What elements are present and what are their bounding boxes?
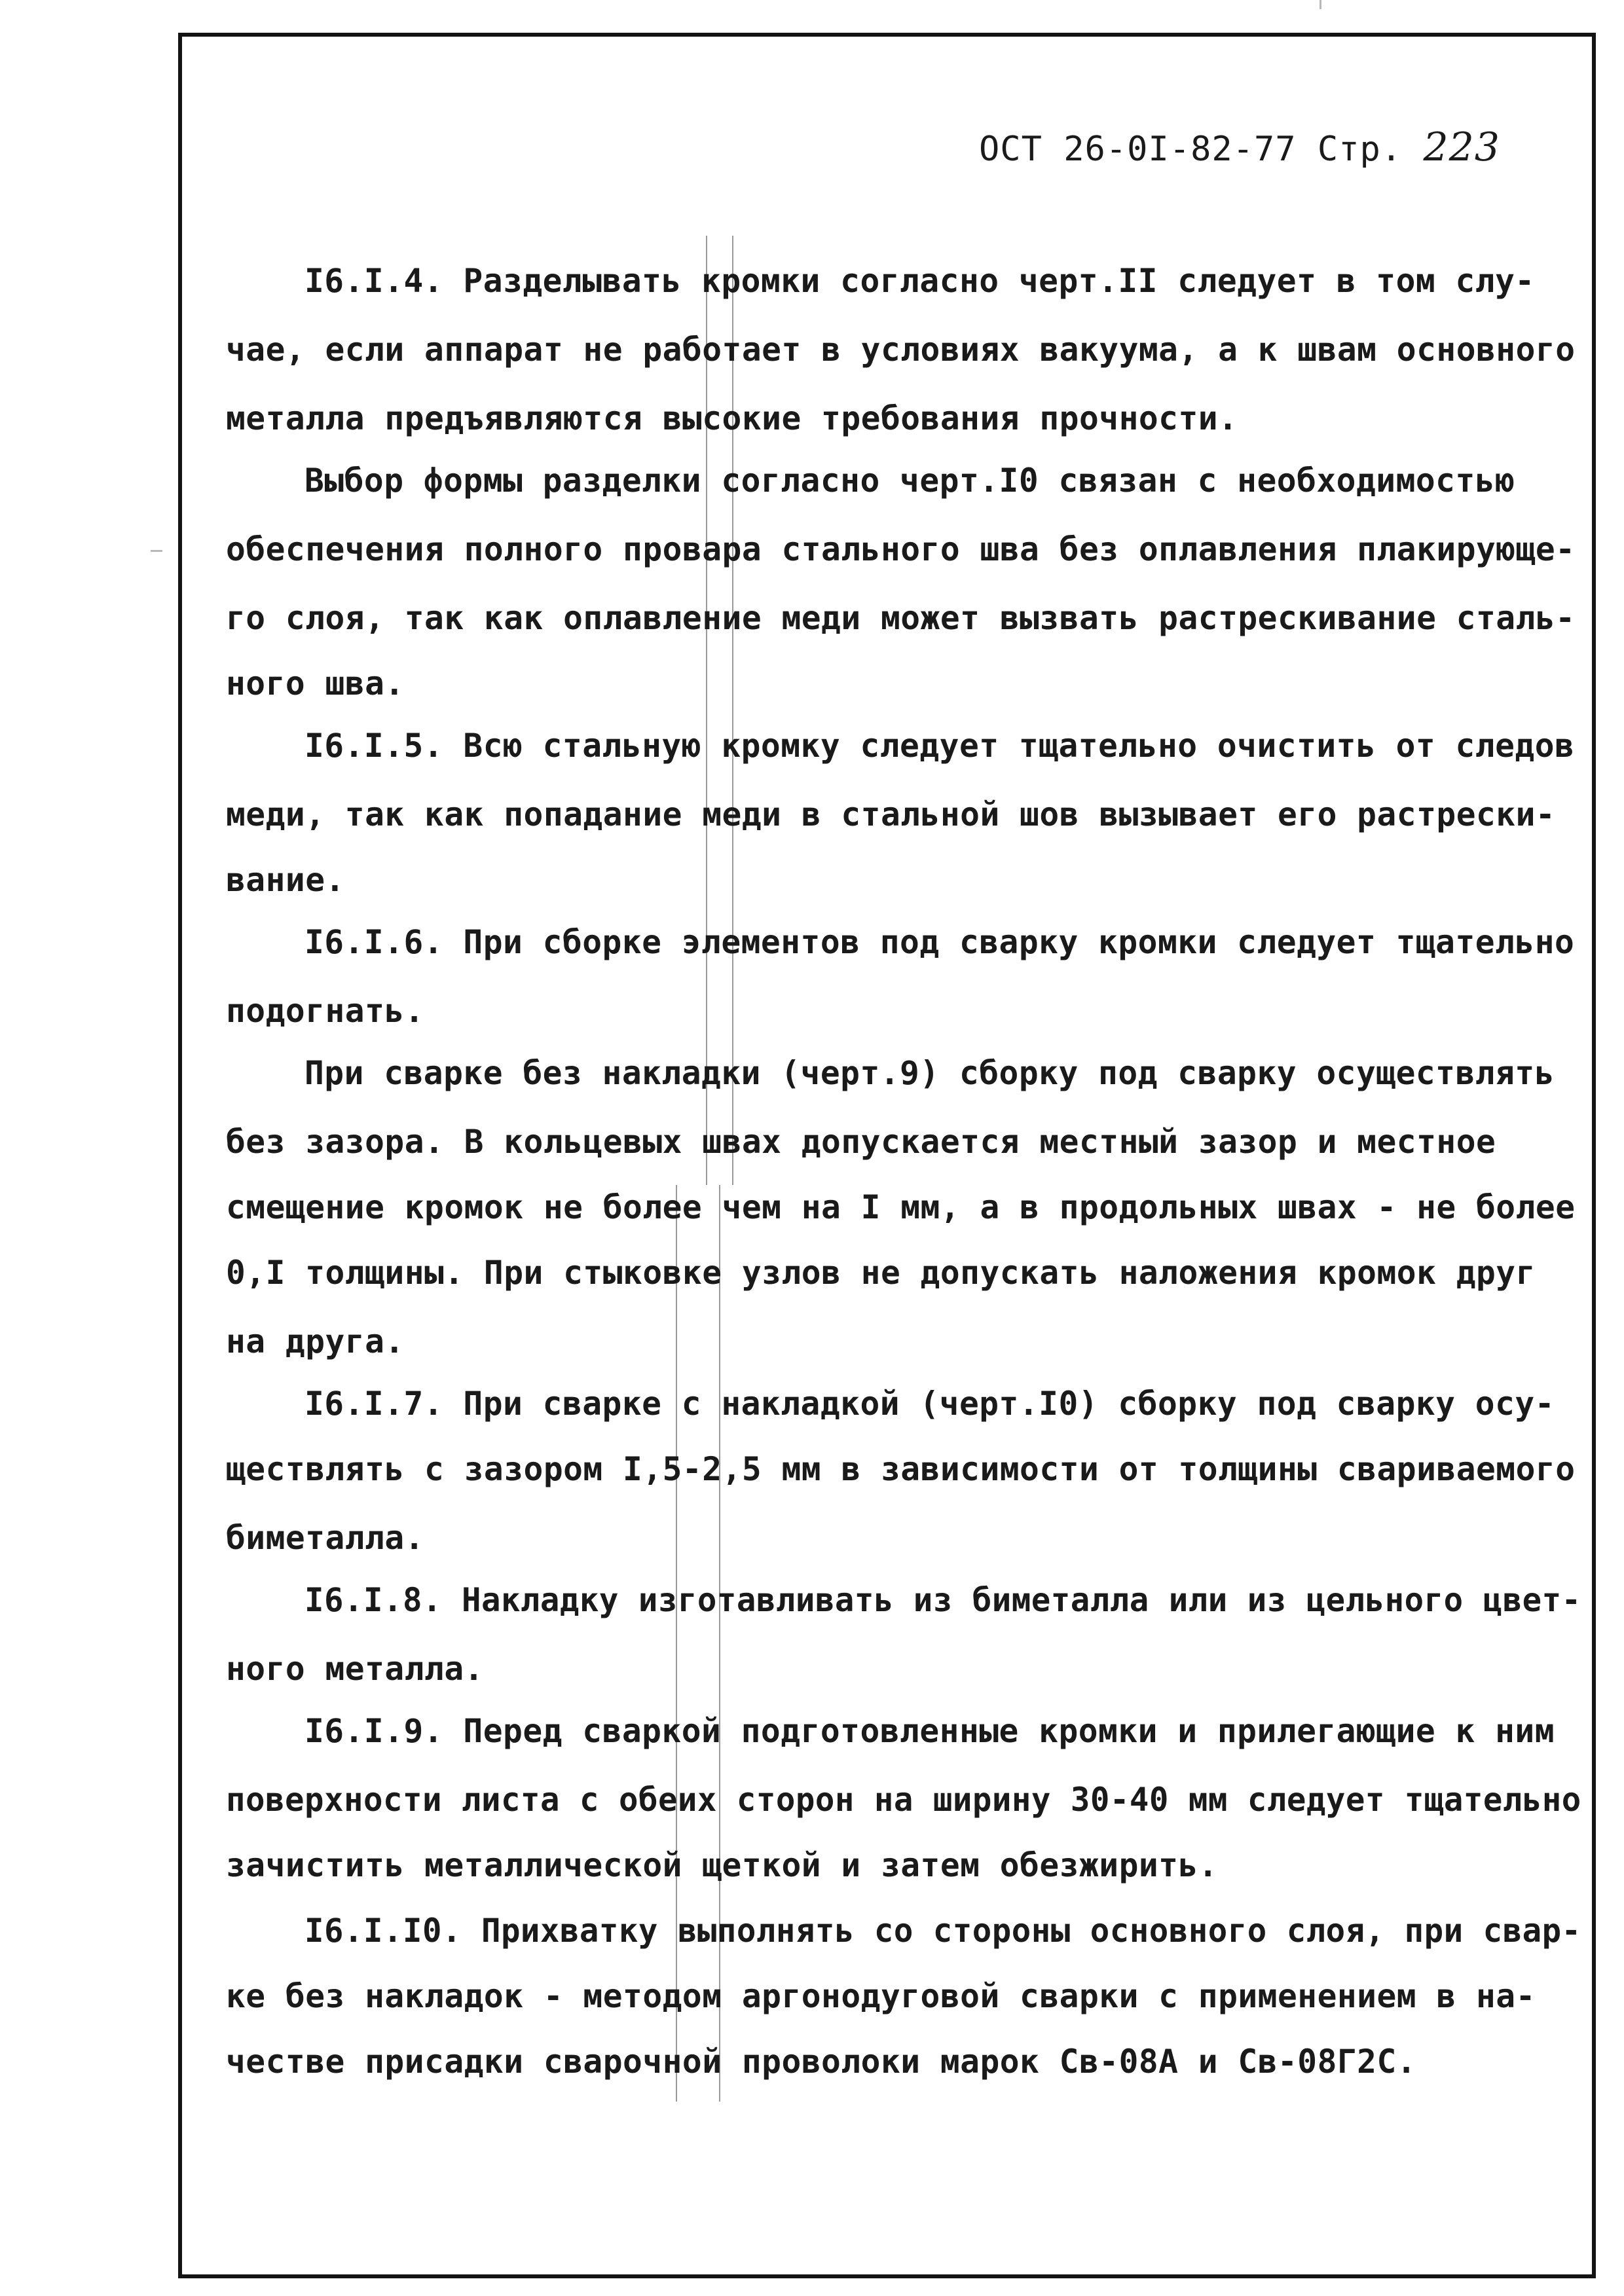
text-line: меди, так как попадание меди в стальной шов вызывает его растрески- <box>226 795 1556 833</box>
text-line: ке без накладок - методом аргонодуговой сварки с применением в на- <box>226 1977 1536 2015</box>
document-header <box>979 124 1500 170</box>
text-line: I6.I.5. Всю стальную кромку следует тщательно очистить от следов <box>304 727 1575 765</box>
text-line: ного металла. <box>226 1650 484 1688</box>
text-line: I6.I.7. При сварке с накладкой (черт.I0) сборку под сварку осу- <box>304 1385 1555 1423</box>
document-code: ОСТ 26-0I-82-77 Стр. <box>979 130 1403 169</box>
text-line: без зазора. В кольцевых швах допускается местный зазор и местное <box>226 1123 1496 1161</box>
fold-line-2 <box>732 236 733 1185</box>
text-line: ного шва. <box>226 665 405 702</box>
scan-artifact-top <box>1320 0 1321 9</box>
text-line: зачистить металлической щеткой и затем обезжирить. <box>226 1846 1219 1884</box>
fold-line-3 <box>676 1185 677 2102</box>
text-line: I6.I.8. Накладку изготавливать из биметалла или из цельного цвет- <box>304 1581 1581 1619</box>
text-line: Выбор формы разделки согласно черт.I0 связан с необходимостью <box>304 462 1515 500</box>
text-line: металла предъявляются высокие требования прочности. <box>226 399 1238 437</box>
text-line: I6.I.4. Разделывать кромки согласно черт.II следует в том слу- <box>304 262 1535 300</box>
text-line: I6.I.I0. Прихватку выполнять со стороны основного слоя, при свар- <box>304 1912 1581 1950</box>
text-line: чае, если аппарат не работает в условиях вакуума, а к швам основного <box>226 331 1576 369</box>
text-line: I6.I.9. Перед сваркой подготовленные кромки и прилегающие к ним <box>304 1712 1555 1750</box>
text-line: поверхности листа с обеих сторон на ширину 30-40 мм следует тщательно <box>226 1781 1581 1819</box>
text-line: При сварке без накладки (черт.9) сборку под сварку осуществлять <box>304 1054 1555 1092</box>
page-number: 223 <box>1423 124 1500 170</box>
text-line: биметалла. <box>226 1519 425 1557</box>
text-line: на друга. <box>226 1322 405 1360</box>
fold-line-4 <box>719 1185 720 2102</box>
fold-line-1 <box>706 236 707 1185</box>
text-line: смещение кромок не более чем на I мм, а в продольных швах - не более <box>226 1188 1576 1226</box>
text-line: 0,I толщины. При стыковке узлов не допускать наложения кромок друг <box>226 1254 1536 1292</box>
text-line: подогнать. <box>226 992 425 1030</box>
text-line: го слоя, так как оплавление меди может вызвать растрескивание сталь- <box>226 599 1576 637</box>
text-line: ществлять с зазором I,5-2,5 мм в зависимости от толщины свариваемого <box>226 1450 1576 1488</box>
scan-artifact-left <box>151 550 162 552</box>
text-line: обеспечения полного провара стального шва без оплавления плакирующе- <box>226 530 1576 568</box>
text-line: I6.I.6. При сборке элементов под сварку кромки следует тщательно <box>304 923 1575 961</box>
text-line: честве присадки сварочной проволоки марок Св-08А и Св-08Г2С. <box>226 2043 1417 2081</box>
text-line: вание. <box>226 861 345 899</box>
